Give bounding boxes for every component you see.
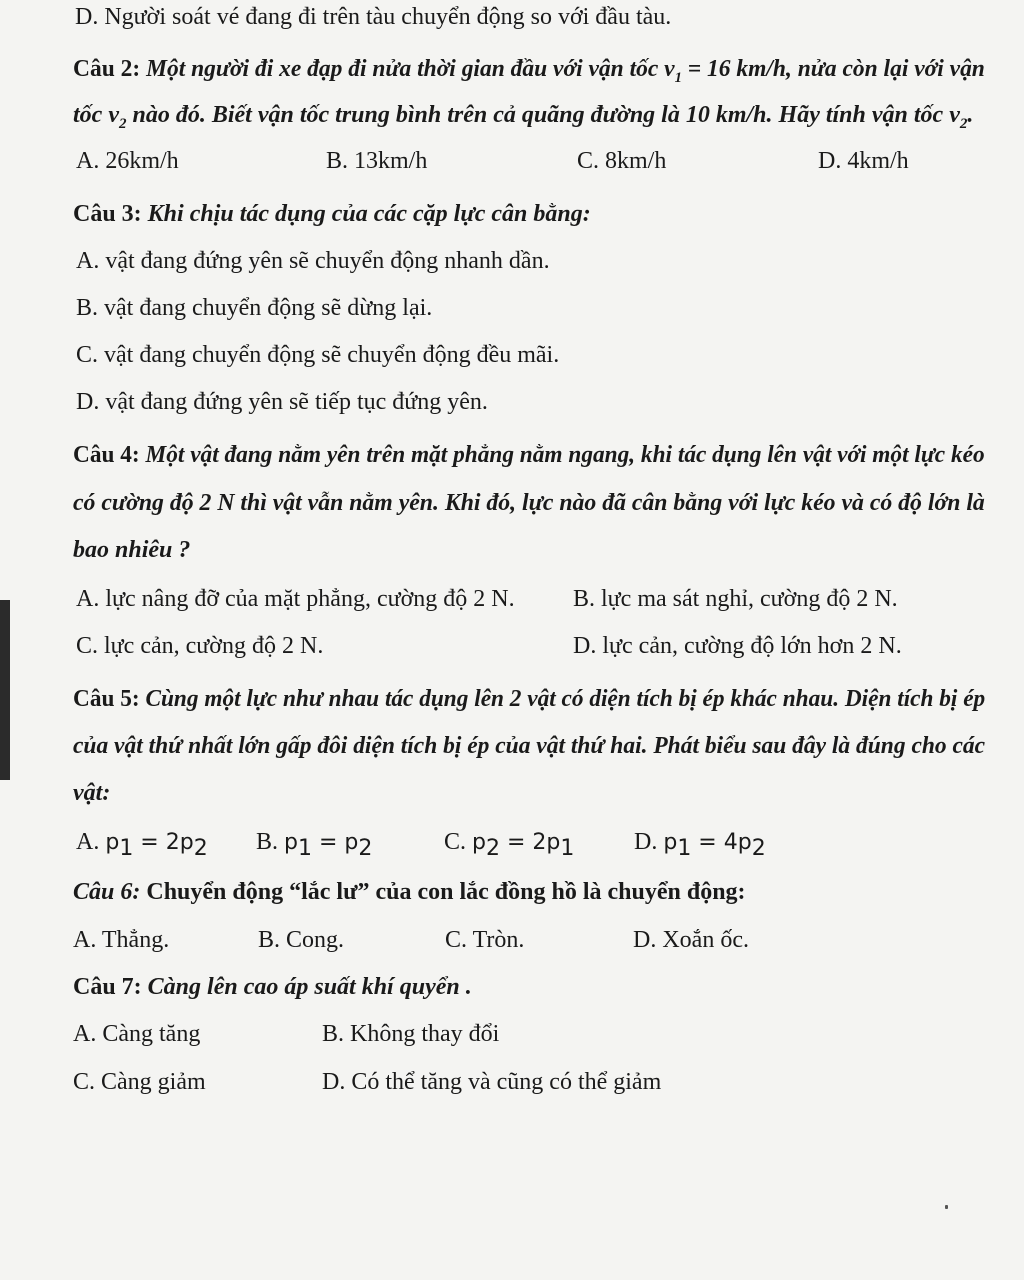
q3-option-c: C. vật đang chuyển động sẽ chuyển động đều mãi. [76,342,560,368]
q4-text-line2: có cường độ 2 N thì vật vẫn nằm yên. Khi đó, lực nào đã cân bằng với lực kéo và có độ lớn là [73,490,985,516]
q5-d-s1: 1 [677,835,692,861]
q2-text-b: = 16 km/h, nửa còn lại với vận [681,56,985,82]
q4-option-a: A. lực nâng đỡ của mặt phẳng, cường độ 2 N. [76,586,515,612]
q7-option-b: B. Không thay đổi [322,1021,500,1047]
q5-c-prefix: C. [444,829,473,855]
q5-c-p: p [472,830,486,855]
q3-option-b: B. vật đang chuyển động sẽ dừng lại. [76,295,433,321]
q5-b-s2: 2 [358,835,373,861]
q6-label: Câu 6: [73,879,141,905]
q7-option-a: A. Càng tăng [73,1021,201,1047]
q6-option-a: A. Thẳng. [73,927,170,953]
q2-text-d: nào đó. Biết vận tốc trung bình trên cả quãng đường là 10 km/h. Hãy tính vận tốc [126,102,950,128]
scan-speck [945,1205,948,1209]
q5-b-mid: = p [311,830,359,855]
q5-option-a [76,827,208,864]
q2-text-line2 [73,100,973,139]
q2-v2-sub: 2 [118,115,127,132]
q5-stem-1: Cùng một lực như nhau tác dụng lên 2 vật có diện tích bị ép khác nhau. Diện tích bị ép [139,686,986,712]
q5-d-s2: 2 [751,835,766,861]
q2-v2b-sub: 2 [959,115,968,132]
q3-label: Câu 3: [73,201,142,227]
q5-option-d [634,827,766,864]
q6-option-b: B. Cong. [258,927,345,953]
q2-v2b: v [949,102,960,128]
q6-option-c: C. Tròn. [445,927,525,953]
q2-option-b: B. 13km/h [326,148,428,174]
q5-a-mid: = 2p [133,830,194,855]
q6-option-d: D. Xoắn ốc. [633,927,749,953]
q5-d-prefix: D. [634,829,664,855]
q4-option-d: D. lực cản, cường độ lớn hơn 2 N. [573,633,902,659]
q2-text-c: tốc [73,102,109,128]
q5-a-s2: 2 [193,835,208,861]
q7-option-c: C. Càng giảm [73,1069,206,1095]
q5-d-p: p [663,830,678,855]
q2-option-c: C. 8km/h [577,148,667,174]
q5-a-s1: 1 [119,835,134,861]
q3-option-a: A. vật đang đứng yên sẽ chuyển động nhanh dần. [76,248,550,274]
q5-c-s2: 1 [560,835,575,861]
q6-text [73,877,746,907]
q5-option-c [444,827,574,864]
q5-text-line1 [73,684,985,714]
q4-option-b: B. lực ma sát nghỉ, cường độ 2 N. [573,586,898,612]
q5-c-mid: = 2p [499,830,561,855]
q5-label: Câu 5: [73,686,140,712]
q5-b-s1: 1 [297,835,312,861]
q5-c-s1: 2 [485,835,500,861]
q5-a-p: p [105,830,120,855]
q5-a-prefix: A. [76,829,106,855]
q5-b-prefix: B. [256,829,285,855]
q7-stem: Càng lên cao áp suất khí quyển . [141,974,472,1000]
q5-text-line3: vật: [73,780,111,806]
q2-v1: v [664,56,675,82]
q2-option-d: D. 4km/h [818,148,909,174]
q5-d-mid: = 4p [691,830,752,855]
q3-stem: Khi chịu tác dụng của các cặp lực cân bằng: [141,201,591,227]
q7-label: Câu 7: [73,974,142,1000]
scan-edge-shadow [0,600,10,780]
q5-text-line2: của vật thứ nhất lớn gấp đôi diện tích bị ép của vật thứ hai. Phát biểu sau đây là đúng cho các [73,733,986,759]
q4-text-line3: bao nhiêu ? [73,537,191,563]
q5-b-p: p [284,830,298,855]
q7-option-d: D. Có thể tăng và cũng có thể giảm [322,1069,662,1095]
q2-text-line1 [73,54,985,93]
q6-stem: Chuyển động “lắc lư” của con lắc đồng hồ là chuyển động: [140,879,746,905]
q4-label: Câu 4: [73,442,140,468]
q4-option-c: C. lực cản, cường độ 2 N. [76,633,324,659]
q4-text-line1 [73,440,985,470]
q5-option-b [256,827,372,864]
q2-v1-sub: 1 [674,69,682,86]
q4-stem-1: Một vật đang nằm yên trên mặt phẳng nằm ngang, khi tác dụng lên vật với một lực kéo [139,442,985,468]
q2-v2: v [108,102,119,128]
q2-label: Câu 2: [73,56,141,82]
q3-text [73,199,591,229]
q2-text-end: . [967,102,974,128]
q2-text-a: Một người đi xe đạp đi nửa thời gian đầu với vận tốc [140,56,665,82]
q7-text [73,972,472,1002]
q3-option-d: D. vật đang đứng yên sẽ tiếp tục đứng yên. [76,389,488,415]
q2-option-a: A. 26km/h [76,148,179,174]
intro-option: D. Người soát vé đang đi trên tàu chuyển động so với đầu tàu. [75,4,672,30]
